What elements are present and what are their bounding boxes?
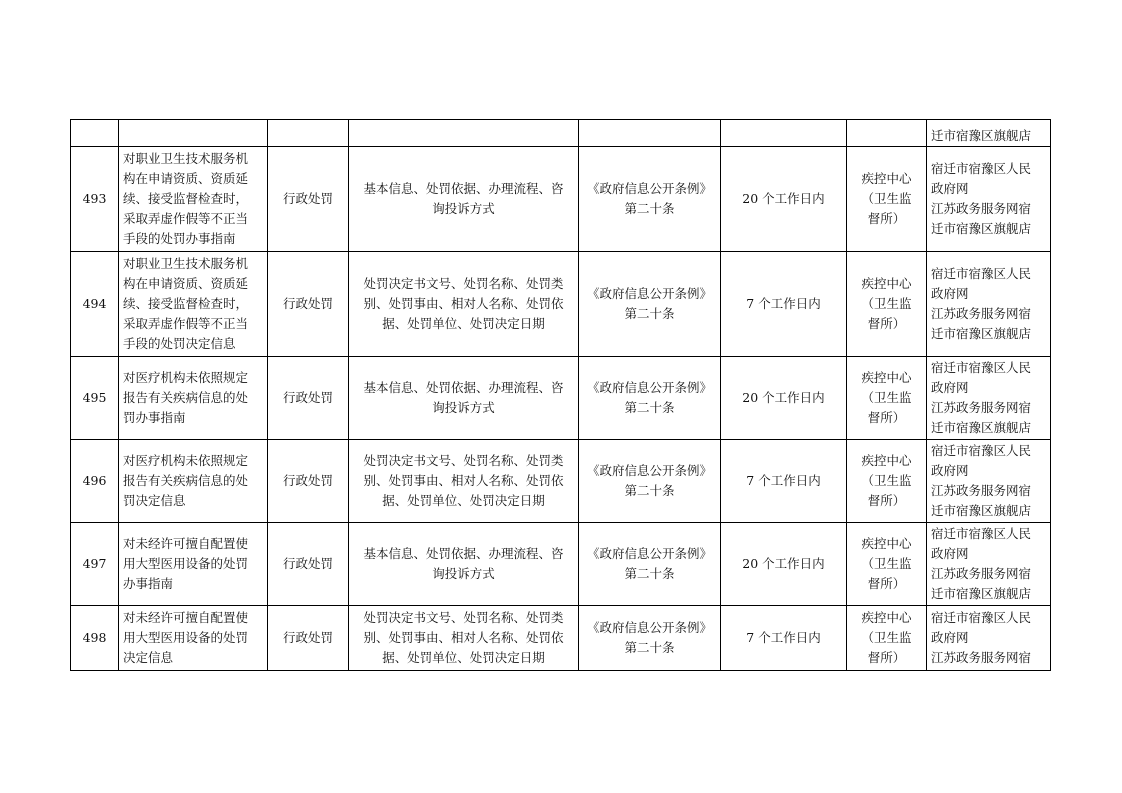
cell-no: 497 [71,523,119,606]
cell-name [119,606,268,671]
cell-basis [579,606,721,671]
channel-line: 江苏政务服务网宿 [931,483,1032,498]
cell-dept [847,252,927,357]
cell-content [349,252,579,357]
name-line: 续、接受监督检查时， [123,296,249,311]
cell-dept [847,147,927,252]
content-line: 询投诉方式 [432,566,495,581]
channel-line: 迁市宿豫区旗舰店 [931,128,1032,143]
cell-category: 行政处罚 [268,523,349,606]
cell-category: 行政处罚 [268,606,349,671]
cell-name [119,120,268,147]
cell-channel [927,523,1051,606]
channel-line: 迁市宿豫区旗舰店 [931,586,1032,601]
channel-line: 迁市宿豫区旗舰店 [931,221,1032,236]
dept-line: 疾控中心 [861,610,912,625]
dept-line: （卫生监 [861,296,912,311]
cell-category: 行政处罚 [268,357,349,440]
cell-channel [927,357,1051,440]
cell-no: 496 [71,440,119,523]
name-line: 罚办事指南 [123,410,186,425]
basis-line: 《政府信息公开条例》 [586,463,712,478]
cell-content [349,523,579,606]
content-line: 别、处罚事由、相对人名称、处罚依 [363,473,564,488]
basis-line: 第二十条 [624,201,675,216]
channel-line: 江苏政务服务网宿 [931,306,1032,321]
cell-content [349,147,579,252]
cell-basis [579,440,721,523]
content-line: 询投诉方式 [432,201,495,216]
cell-basis [579,120,721,147]
basis-line: 《政府信息公开条例》 [586,286,712,301]
cell-no: 498 [71,606,119,671]
channel-line: 宿迁市宿豫区人民 [931,360,1032,375]
basis-line: 第二十条 [624,640,675,655]
cell-dept [847,440,927,523]
name-line: 对未经许可擅自配置使 [123,610,249,625]
dept-line: （卫生监 [861,191,912,206]
channel-line: 迁市宿豫区旗舰店 [931,503,1032,518]
channel-line: 宿迁市宿豫区人民 [931,161,1032,176]
table-row [71,523,1051,606]
content-line: 基本信息、处罚依据、办理流程、咨 [363,181,564,196]
cell-channel [927,606,1051,671]
dept-line: （卫生监 [861,556,912,571]
cell-name [119,252,268,357]
basis-line: 第二十条 [624,306,675,321]
cell-content [349,606,579,671]
cell-channel [927,120,1051,147]
channel-line: 宿迁市宿豫区人民 [931,610,1032,625]
cell-no [71,120,119,147]
cell-category: 行政处罚 [268,147,349,252]
dept-line: （卫生监 [861,473,912,488]
channel-line: 江苏政务服务网宿 [931,201,1032,216]
content-line: 基本信息、处罚依据、办理流程、咨 [363,546,564,561]
channel-line: 宿迁市宿豫区人民 [931,443,1032,458]
name-line: 对职业卫生技术服务机 [123,151,249,166]
name-line: 对医疗机构未依照规定 [123,453,249,468]
dept-line: 督所） [867,576,906,591]
channel-line: 江苏政务服务网宿 [931,566,1032,581]
table-body [71,120,1051,671]
disclosure-table [70,119,1051,671]
cell-no: 493 [71,147,119,252]
name-line: 报告有关疾病信息的处 [123,390,249,405]
cell-name [119,523,268,606]
cell-time: 7 个工作日内 [721,252,847,357]
cell-basis [579,147,721,252]
dept-line: 疾控中心 [861,536,912,551]
content-line: 处罚决定书文号、处罚名称、处罚类 [363,276,564,291]
basis-line: 第二十条 [624,400,675,415]
table-row [71,147,1051,252]
table-row [71,252,1051,357]
basis-line: 《政府信息公开条例》 [586,380,712,395]
name-line: 手段的处罚办事指南 [123,231,236,246]
name-line: 用大型医用设备的处罚 [123,556,249,571]
cell-category [268,120,349,147]
table-row [71,606,1051,671]
name-line: 办事指南 [123,576,174,591]
table-row [71,357,1051,440]
name-line: 采取弄虚作假等不正当 [123,316,249,331]
channel-line: 江苏政务服务网宿 [931,400,1032,415]
name-line: 报告有关疾病信息的处 [123,473,249,488]
cell-no: 495 [71,357,119,440]
channel-line: 政府网 [931,463,969,478]
channel-line: 政府网 [931,286,969,301]
name-line: 构在申请资质、资质延 [123,276,249,291]
cell-basis [579,357,721,440]
name-line: 对医疗机构未依照规定 [123,370,249,385]
table-row [71,440,1051,523]
channel-line: 迁市宿豫区旗舰店 [931,420,1032,435]
cell-channel [927,440,1051,523]
name-line: 决定信息 [123,650,174,665]
channel-line: 政府网 [931,181,969,196]
dept-line: 疾控中心 [861,276,912,291]
content-line: 基本信息、处罚依据、办理流程、咨 [363,380,564,395]
basis-line: 第二十条 [624,483,675,498]
name-line: 构在申请资质、资质延 [123,171,249,186]
name-line: 用大型医用设备的处罚 [123,630,249,645]
cell-time: 7 个工作日内 [721,440,847,523]
cell-channel [927,147,1051,252]
content-line: 处罚决定书文号、处罚名称、处罚类 [363,610,564,625]
dept-line: 督所） [867,493,906,508]
cell-dept [847,606,927,671]
basis-line: 第二十条 [624,566,675,581]
channel-line: 政府网 [931,546,969,561]
dept-line: （卫生监 [861,390,912,405]
cell-content [349,120,579,147]
cell-name [119,147,268,252]
name-line: 采取弄虚作假等不正当 [123,211,249,226]
basis-line: 《政府信息公开条例》 [586,620,712,635]
cell-dept [847,523,927,606]
cell-category: 行政处罚 [268,252,349,357]
cell-name [119,357,268,440]
name-line: 续、接受监督检查时， [123,191,249,206]
channel-line: 宿迁市宿豫区人民 [931,266,1032,281]
channel-line: 政府网 [931,380,969,395]
content-line: 据、处罚单位、处罚决定日期 [382,650,545,665]
cell-content [349,357,579,440]
content-line: 据、处罚单位、处罚决定日期 [382,493,545,508]
cell-category: 行政处罚 [268,440,349,523]
cell-content [349,440,579,523]
cell-basis [579,252,721,357]
cell-name [119,440,268,523]
dept-line: 疾控中心 [861,370,912,385]
name-line: 对职业卫生技术服务机 [123,256,249,271]
dept-line: 督所） [867,211,906,226]
cell-time: 20 个工作日内 [721,357,847,440]
basis-line: 《政府信息公开条例》 [586,181,712,196]
name-line: 罚决定信息 [123,493,186,508]
channel-line: 江苏政务服务网宿 [931,650,1032,665]
dept-line: 疾控中心 [861,453,912,468]
dept-line: 督所） [867,650,906,665]
channel-line: 政府网 [931,630,969,645]
name-line: 手段的处罚决定信息 [123,336,236,351]
cell-dept [847,357,927,440]
table-row-continued [71,120,1051,147]
cell-basis [579,523,721,606]
cell-no: 494 [71,252,119,357]
name-line: 对未经许可擅自配置使 [123,536,249,551]
content-line: 别、处罚事由、相对人名称、处罚依 [363,296,564,311]
basis-line: 《政府信息公开条例》 [586,546,712,561]
content-line: 询投诉方式 [432,400,495,415]
cell-time: 20 个工作日内 [721,523,847,606]
dept-line: 督所） [867,316,906,331]
cell-channel [927,252,1051,357]
dept-line: 督所） [867,410,906,425]
cell-time [721,120,847,147]
channel-line: 宿迁市宿豫区人民 [931,526,1032,541]
channel-line: 迁市宿豫区旗舰店 [931,326,1032,341]
dept-line: （卫生监 [861,630,912,645]
cell-time: 20 个工作日内 [721,147,847,252]
content-line: 别、处罚事由、相对人名称、处罚依 [363,630,564,645]
dept-line: 疾控中心 [861,171,912,186]
content-line: 据、处罚单位、处罚决定日期 [382,316,545,331]
cell-dept [847,120,927,147]
cell-time: 7 个工作日内 [721,606,847,671]
content-line: 处罚决定书文号、处罚名称、处罚类 [363,453,564,468]
